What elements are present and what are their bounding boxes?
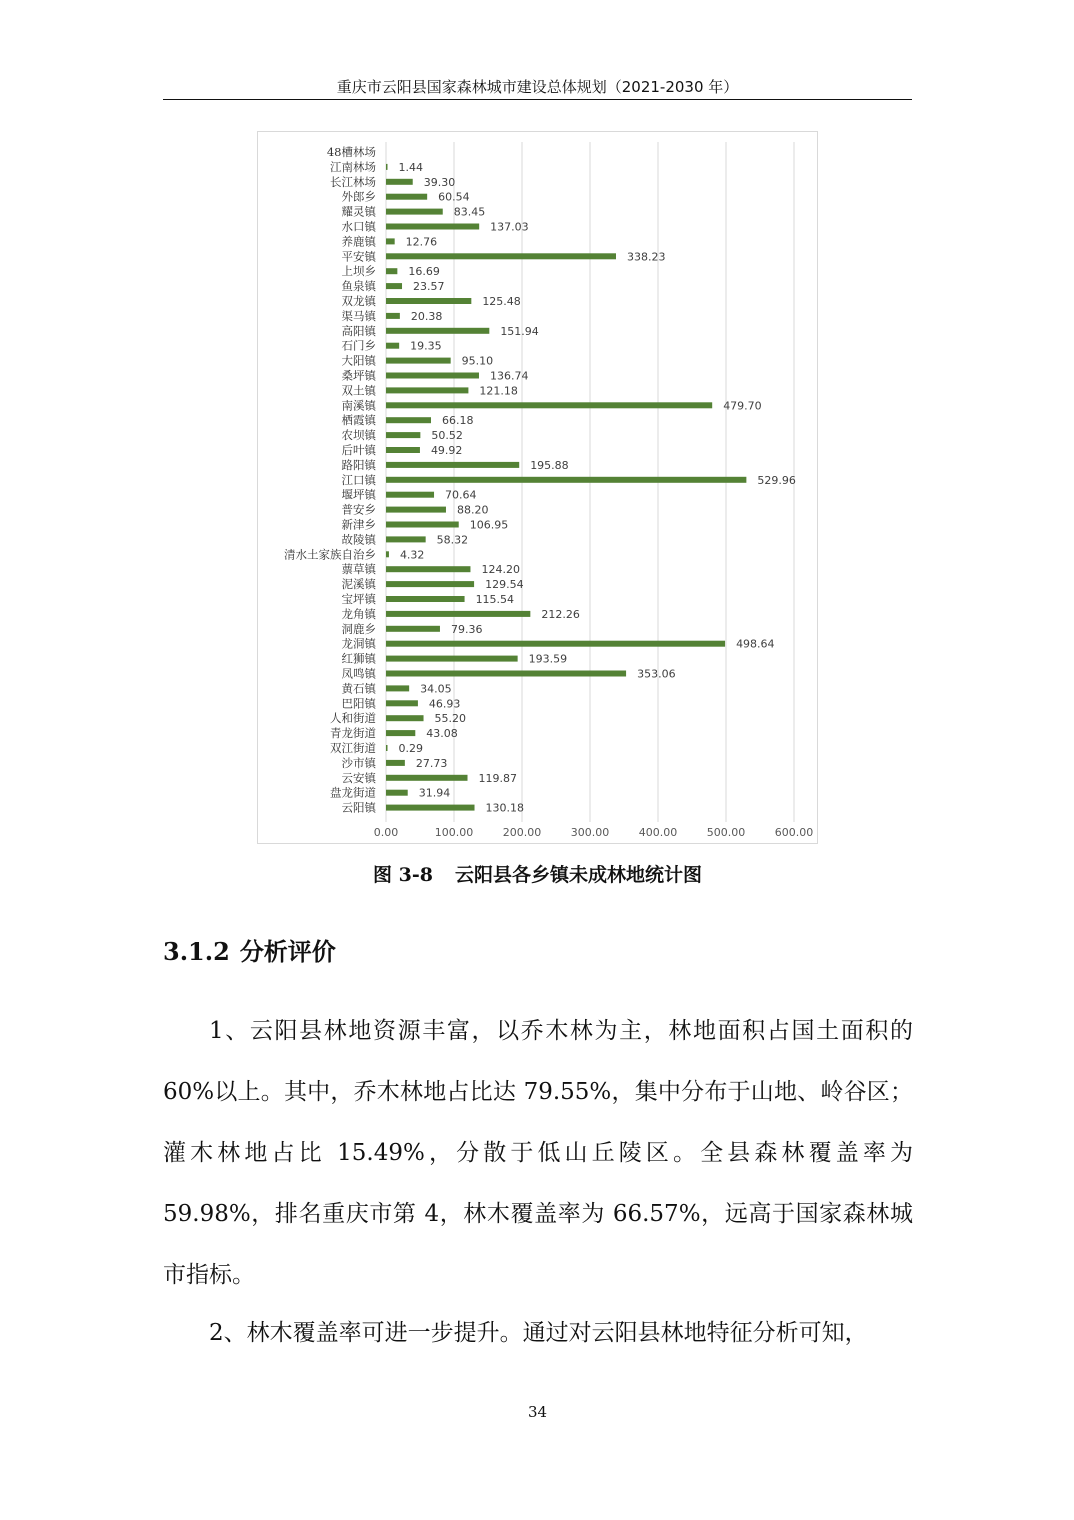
value-label: 151.94: [500, 324, 539, 338]
section-number: 3.1.2: [163, 937, 230, 966]
category-label: 养鹿镇: [341, 234, 376, 249]
category-label: 新津乡: [341, 517, 376, 532]
x-tick-label: 300.00: [570, 826, 610, 839]
category-label: 黄石镇: [341, 681, 376, 696]
value-label: 115.54: [475, 593, 515, 606]
category-label: 水口镇: [341, 219, 376, 234]
category-label: 泥溪镇: [341, 577, 376, 592]
category-label: 鱼泉镇: [341, 279, 376, 294]
value-label: 19.35: [410, 339, 442, 353]
value-label: 95.10: [461, 354, 494, 368]
bar: [386, 432, 420, 438]
category-label: 人和街道: [330, 711, 376, 726]
value-label: 49.92: [430, 444, 463, 457]
value-label: 55.20: [434, 712, 467, 726]
category-label: 宝坪镇: [341, 592, 376, 606]
bar: [386, 536, 426, 542]
x-tick-label: 400.00: [638, 826, 678, 839]
bar: [386, 760, 405, 766]
bar: [386, 745, 388, 751]
value-label: 66.18: [442, 414, 474, 428]
value-label: 50.52: [431, 429, 463, 443]
bar: [386, 462, 519, 468]
running-header: 重庆市云阳县国家森林城市建设总体规划（2021-2030 年）: [336, 78, 739, 96]
section-title: 分析评价: [239, 937, 336, 966]
value-label: 119.87: [478, 771, 518, 785]
value-label: 129.54: [485, 578, 524, 592]
value-label: 83.45: [453, 205, 486, 219]
bar: [386, 298, 471, 304]
value-label: 39.30: [423, 175, 456, 189]
category-label: 桑坪镇: [341, 368, 376, 383]
category-label: 沙市镇: [341, 755, 376, 770]
category-label: 盘龙街道: [330, 785, 376, 800]
bar: [386, 671, 626, 677]
value-label: 46.93: [428, 697, 461, 711]
x-tick-label: 100.00: [434, 826, 474, 839]
value-label: 106.95: [469, 518, 509, 532]
category-label: 江口镇: [341, 472, 376, 487]
category-label: 长江林场: [330, 174, 376, 189]
value-label: 353.06: [637, 667, 676, 681]
bar: [386, 507, 446, 513]
value-label: 79.36: [450, 622, 483, 636]
category-label: 大阳镇: [341, 353, 376, 368]
value-label: 124.20: [481, 563, 520, 577]
category-label: 南溪镇: [341, 398, 376, 413]
category-label: 普安乡: [341, 502, 376, 517]
bar: [386, 268, 397, 274]
bar: [386, 253, 616, 259]
page-number: 34: [527, 1403, 548, 1421]
figure-caption-text: 云阳县各乡镇未成林地统计图: [454, 864, 702, 886]
value-label: 60.54: [438, 190, 470, 204]
bar: [386, 209, 443, 215]
bar: [386, 417, 431, 423]
category-label: 后叶镇: [341, 443, 376, 457]
category-label: 蔈草镇: [341, 562, 376, 577]
category-label: 洞鹿乡: [341, 621, 376, 636]
value-label: 125.48: [482, 295, 521, 308]
category-label: 双龙镇: [341, 294, 376, 308]
value-label: 16.69: [408, 265, 440, 279]
value-label: 137.03: [490, 220, 529, 234]
bar: [386, 492, 434, 498]
category-label: 农坝镇: [341, 428, 376, 443]
value-label: 23.57: [413, 280, 445, 294]
category-label: 堰坪镇: [341, 487, 376, 502]
category-label: 龙洞镇: [341, 636, 376, 651]
bar: [386, 775, 468, 781]
category-label: 双土镇: [341, 383, 376, 398]
bar: [386, 581, 474, 587]
value-label: 130.18: [485, 801, 525, 815]
value-label: 195.88: [530, 458, 569, 472]
category-label: 高阳镇: [341, 323, 376, 338]
category-label: 凤鸣镇: [341, 666, 376, 681]
category-label: 上坝乡: [341, 264, 376, 279]
bar: [386, 402, 712, 408]
figure-caption: [163, 860, 912, 887]
category-label: 石门乡: [341, 338, 376, 353]
bar: [386, 194, 427, 200]
header-rule: [163, 99, 912, 100]
value-label: 498.64: [736, 637, 775, 651]
chart-frame: [257, 131, 818, 844]
category-label: 渠马镇: [341, 308, 376, 323]
category-label: 云阳镇: [341, 800, 376, 815]
value-label: 479.70: [723, 399, 762, 413]
value-label: 88.20: [456, 503, 489, 517]
bar: [386, 328, 489, 334]
category-label: 江南林场: [330, 159, 376, 174]
category-label: 巴阳镇: [341, 696, 376, 711]
bar: [386, 715, 424, 721]
bar: [386, 238, 395, 244]
bar: [386, 656, 518, 662]
bar: [386, 179, 413, 185]
bar: [386, 477, 746, 483]
category-label: 云安镇: [341, 770, 376, 785]
category-label: 耀灵镇: [341, 204, 376, 219]
category-label: 青龙街道: [330, 726, 376, 741]
category-label: 故陵镇: [341, 532, 376, 547]
x-tick-label: 500.00: [706, 826, 746, 839]
bar: [386, 343, 399, 349]
bar-chart: [258, 132, 819, 845]
bar: [386, 611, 530, 617]
bar: [386, 596, 465, 602]
bar: [386, 224, 479, 230]
bar: [386, 641, 725, 647]
figure-number: 图 3-8: [373, 864, 433, 886]
value-label: 136.74: [489, 369, 529, 383]
value-label: 12.76: [405, 235, 438, 249]
category-label: 龙角镇: [341, 606, 376, 621]
bar: [386, 373, 479, 379]
value-label: 34.05: [420, 682, 452, 696]
bar: [386, 447, 420, 453]
value-label: 212.26: [541, 607, 580, 621]
bar: [386, 805, 475, 811]
value-label: 58.32: [436, 533, 469, 547]
bar: [386, 790, 408, 796]
paragraph-2: 2、林木覆盖率可进一步提升。通过对云阳县林地特征分析可知，: [209, 1320, 868, 1346]
bar: [386, 313, 400, 319]
category-label: 清水土家族自治乡: [284, 547, 376, 562]
value-label: 338.23: [626, 250, 666, 264]
category-label: 栖霞镇: [341, 413, 376, 428]
x-tick-label: 0.00: [373, 826, 399, 839]
category-label: 红狮镇: [341, 651, 376, 666]
value-label: 4.32: [399, 548, 425, 562]
value-label: 529.96: [757, 473, 796, 487]
value-label: 193.59: [528, 652, 568, 666]
value-label: 20.38: [410, 309, 443, 323]
value-label: 31.94: [418, 786, 451, 800]
bar: [386, 700, 418, 706]
bar: [386, 685, 409, 691]
category-label: 平安镇: [341, 249, 376, 264]
bar: [386, 566, 470, 572]
category-label: 48槽林场: [326, 145, 376, 159]
value-label: 0.29: [398, 742, 423, 755]
x-tick-label: 600.00: [774, 826, 814, 839]
paragraph-1: 1、云阳县林地资源丰富，以乔木林为主，林地面积占国土面积的 60%以上。其中，乔木林地占比达 79.55%，集中分布于山地、岭谷区；灌木林地占比 15.49%，分散于低山丘陵区。全县森林覆盖率为 59.98%，排名重庆市第 4，林木覆盖率为 66.57%，远高于国家森林城市指标。: [163, 1018, 913, 1288]
bar: [386, 387, 468, 393]
bar: [386, 626, 440, 632]
value-label: 1.44: [398, 160, 423, 174]
bar: [386, 522, 459, 528]
category-label: 外郎乡: [341, 189, 376, 204]
value-label: 121.18: [479, 384, 518, 398]
category-label: 路阳镇: [341, 457, 376, 472]
value-label: 27.73: [415, 756, 448, 770]
x-tick-label: 200.00: [502, 826, 542, 839]
value-label: 70.64: [445, 488, 477, 502]
bar: [386, 164, 388, 170]
bar: [386, 551, 389, 557]
value-label: 43.08: [426, 727, 458, 741]
bar: [386, 283, 402, 289]
bar: [386, 730, 415, 736]
section-heading: [163, 932, 336, 967]
category-label: 双江街道: [330, 741, 376, 755]
bar: [386, 358, 451, 364]
